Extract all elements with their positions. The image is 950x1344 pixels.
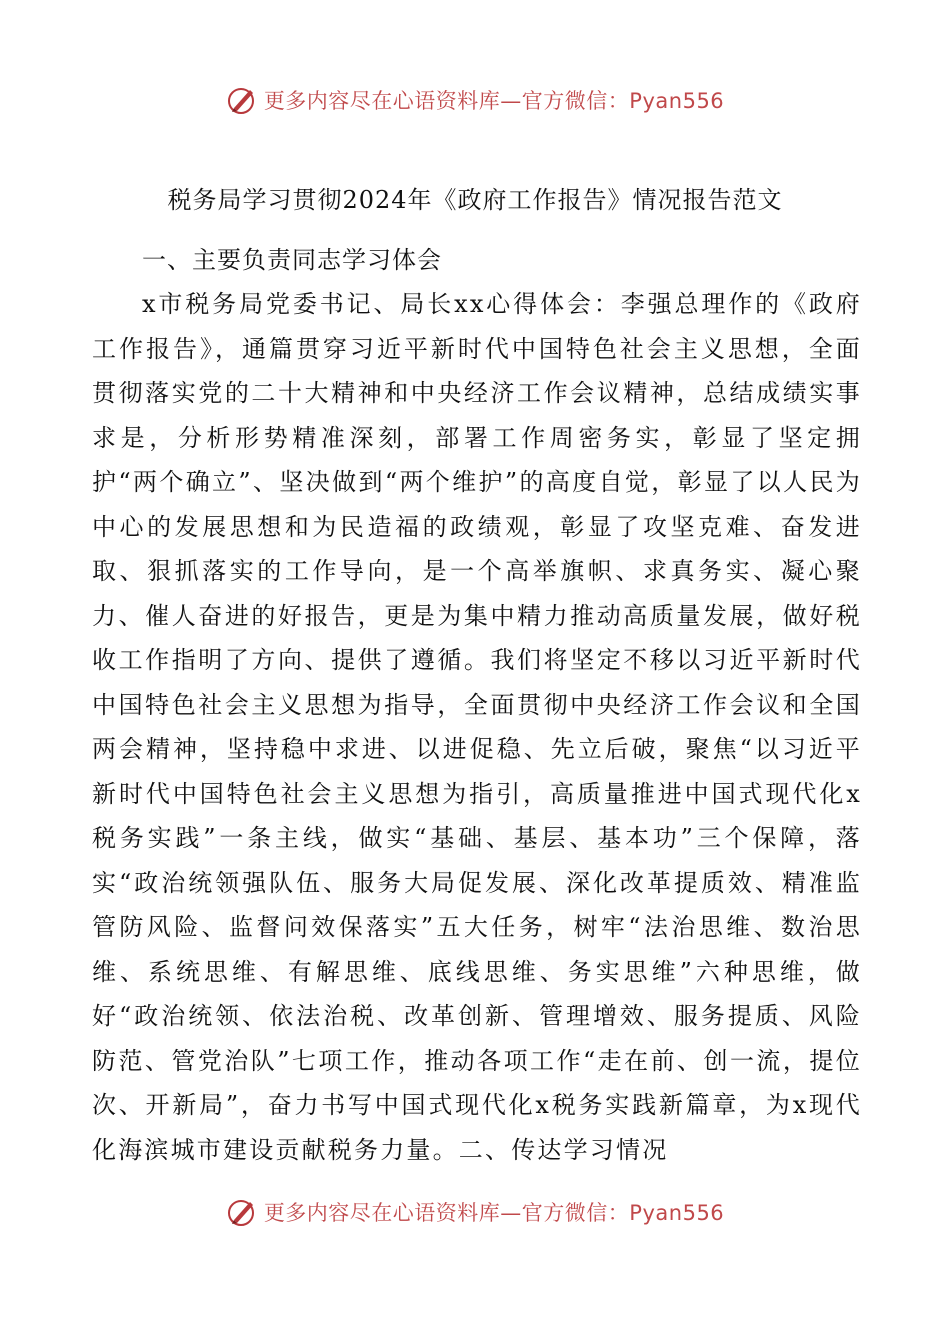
watermark-text: 更多内容尽在心语资料库—官方微信：Pyan556 xyxy=(263,1201,725,1225)
body-paragraph: x市税务局党委书记、局长xx心得体会：李强总理作的《政府工作报告》，通篇贯穿习近平新时代中国特色社会主义思想，全面贯彻落实党的二十大精神和中央经济工作会议精神，总结成绩实事求是，分析形势精准深刻，部署工作周密务实，彰显了坚定拥护“两个确立”、坚决做到“两个维护”的高度自觉，彰显了以人民为中心的发展思想和为民造福的政绩观，彰显了攻坚克难、奋发进取、狠抓落实的工作导向，是一个高举旗帜、求真务实、凝心聚力、催人奋进的好报告，更是为集中精力推动高质量发展，做好税收工作指明了方向、提供了遵循。我们将坚定不移以习近平新时代中国特色社会主义思想为指导，全面贯彻中央经济工作会议和全国两会精神，坚持稳中求进、以进促稳、先立后破，聚焦“以习近平新时代中国特色社会主义思想为指引，高质量推进中国式现代化x税务实践”一条主线，做实“基础、基层、基本功”三个保障，落实“政治统领强队伍、服务大局促发展、深化改革提质效、精准监管防风险、监督问效保落实”五大任务，树牢“法治思维、数治思维、系统思维、有解思维、底线思维、务实思维”六种思维，做好“政治统领、依法治税、改革创新、管理增效、服务提质、风险防范、管党治队”七项工作，推动各项工作“走在前、创一流，提位次、开新局”，奋力书写中国式现代化x税务实践新篇章，为x现代化海滨城市建设贡献税务力量。二、传达学习情况 xyxy=(92,290,862,1164)
watermark-text: 更多内容尽在心语资料库—官方微信：Pyan556 xyxy=(263,89,725,113)
pen-logo-icon xyxy=(226,1196,258,1228)
header-watermark xyxy=(0,84,950,116)
footer-watermark xyxy=(0,1196,950,1228)
pen-logo-icon xyxy=(226,84,258,116)
document-title: 税务局学习贯彻2024年《政府工作报告》情况报告范文 xyxy=(167,186,783,214)
section-heading: 一、主要负责同志学习体会 xyxy=(142,246,442,274)
